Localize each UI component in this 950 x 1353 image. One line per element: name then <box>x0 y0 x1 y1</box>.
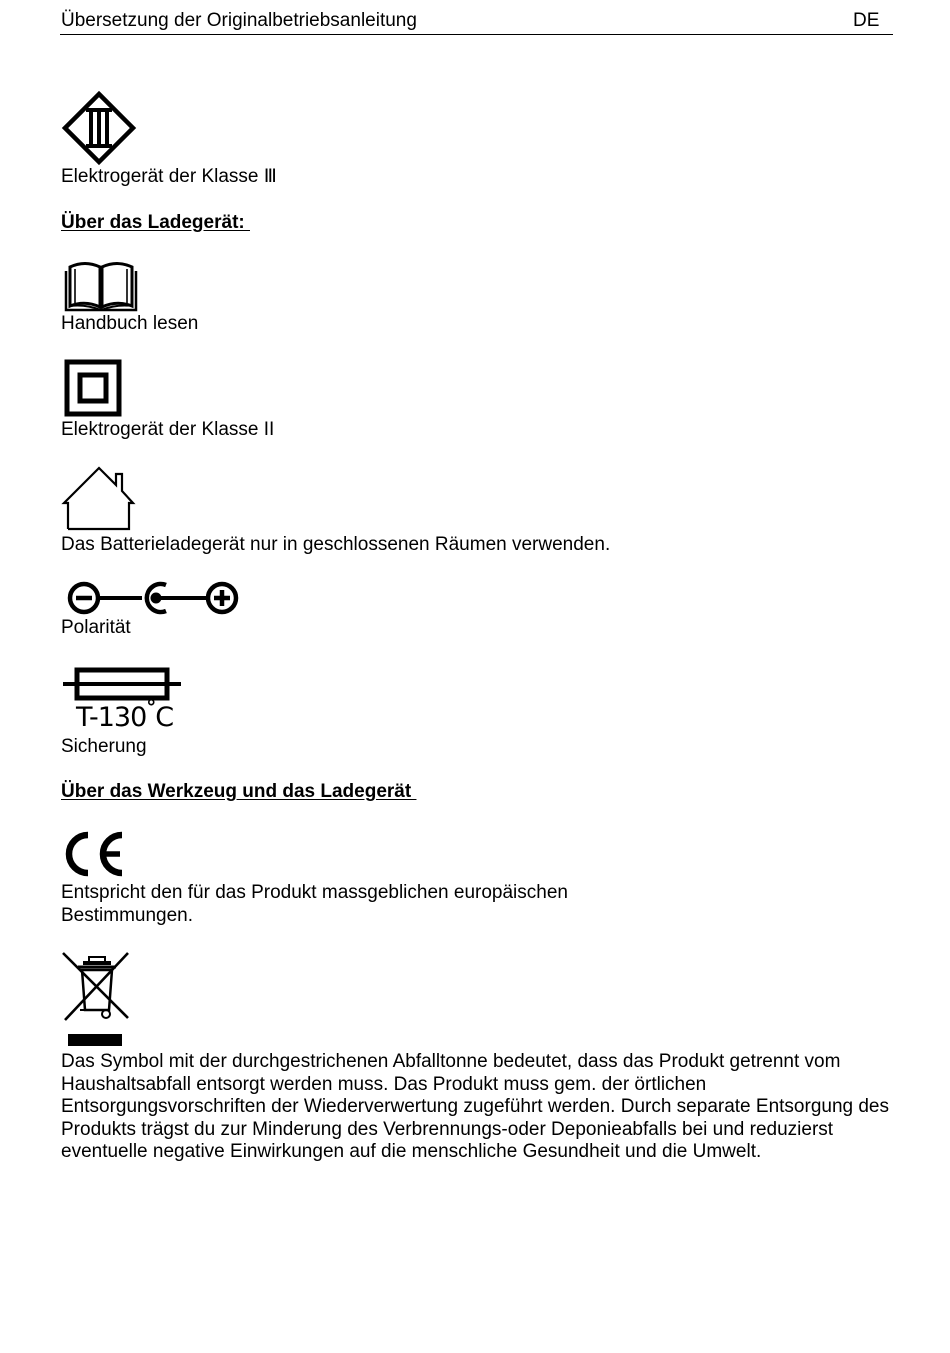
fuse-icon <box>63 666 183 706</box>
read-manual-icon <box>63 259 139 313</box>
fuse-rating-label: T-130 <box>76 702 147 733</box>
indoor-use-icon <box>62 466 136 532</box>
class-two-icon <box>64 359 122 417</box>
section-heading-charger: Über das Ladegerät: <box>61 212 250 233</box>
fuse-rating <box>76 695 174 734</box>
fuse-rating-unit: C <box>155 702 174 733</box>
crossed-bin-icon <box>62 952 132 1048</box>
symbol-caption: Sicherung <box>61 736 147 757</box>
section-heading-tool-charger: Über das Werkzeug und das Ladegerät <box>61 781 417 802</box>
symbol-caption: Das Symbol mit der durchgestrichenen Abfalltonne bedeutet, dass das Produkt getrennt vom Haushaltsabfall entsorgt werden muss. Das Produkt muss gem. der örtlichen Entsorgungsvorschriften der Wiederverwertung zugeführt werden. Durch separate Entsorgung des Produkts trägst du zur Minderung des Verbrennungs-oder Deponieabfalls bei und reduzierst eventuelle negative Einwirkungen auf die menschliche Gesundheit und die Umwelt. <box>61 1051 889 1162</box>
degree-sign: ° <box>146 695 156 719</box>
page-header-title: Übersetzung der Originalbetriebsanleitung <box>61 10 417 31</box>
class-three-icon <box>62 92 136 164</box>
language-code: DE <box>853 10 880 31</box>
ce-mark-icon <box>60 829 128 879</box>
symbol-caption: Elektrogerät der Klasse Ⅲ <box>61 166 277 187</box>
symbol-caption: Handbuch lesen <box>61 313 199 334</box>
polarity-icon <box>66 580 242 616</box>
header-divider <box>60 34 893 35</box>
symbol-caption: Polarität <box>61 617 131 638</box>
symbol-caption: Das Batterieladegerät nur in geschlossenen Räumen verwenden. <box>61 534 611 555</box>
symbol-caption: Entspricht den für das Produkt massgeblichen europäischen Bestimmungen. <box>61 882 568 926</box>
symbol-caption: Elektrogerät der Klasse II <box>61 419 275 440</box>
